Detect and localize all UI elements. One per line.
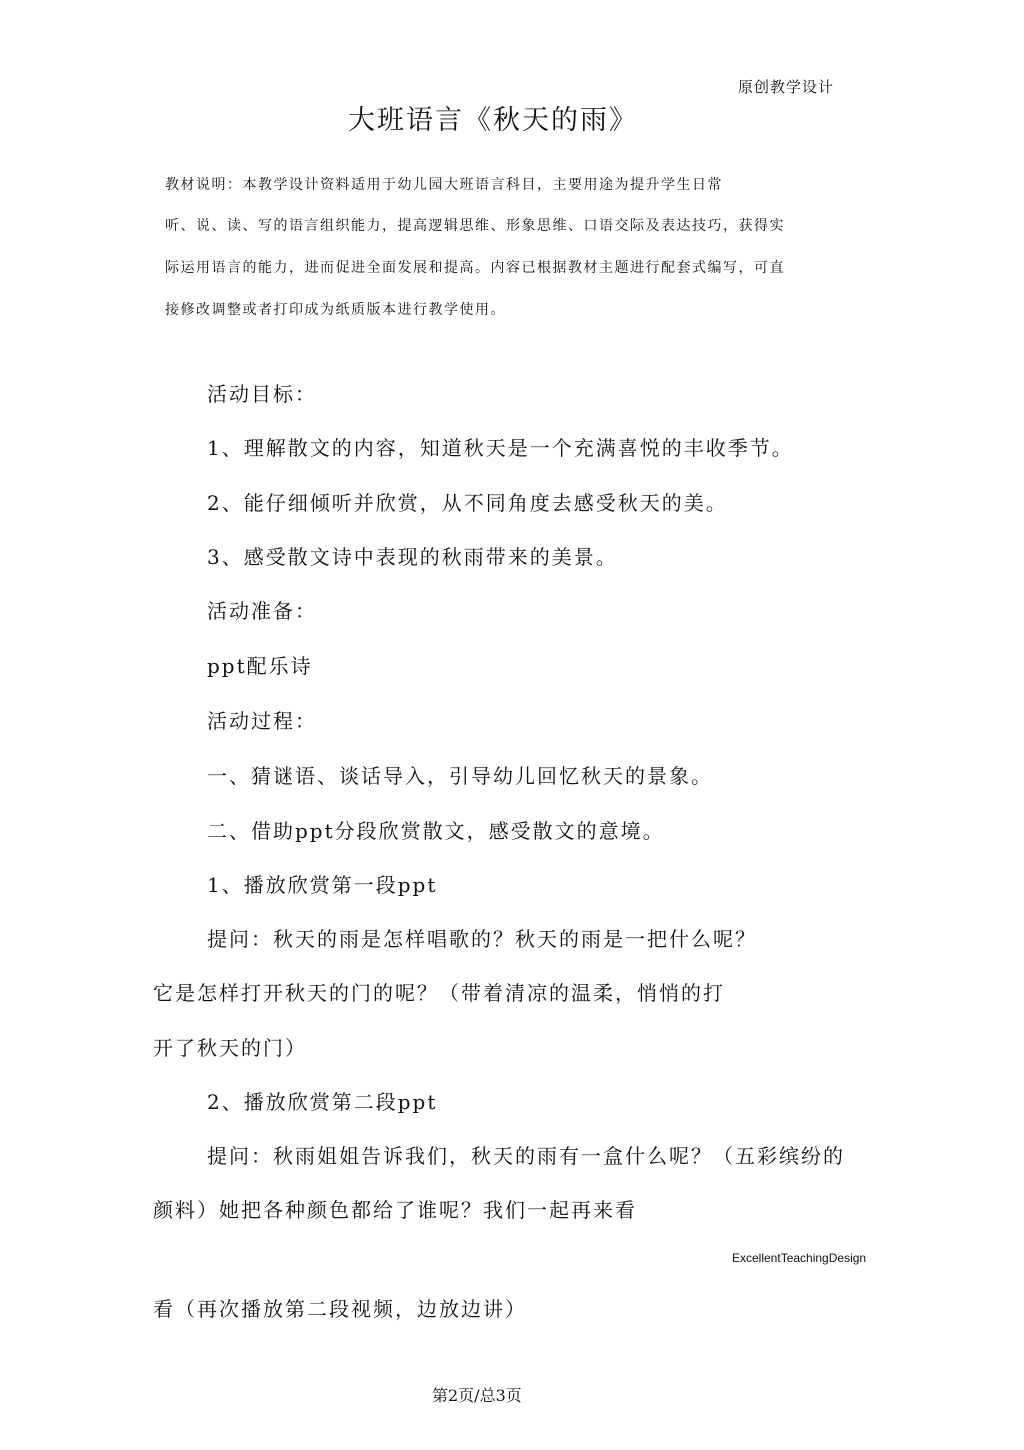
header-tag: 原创教学设计 [738,78,835,96]
paragraph-line: 一、猜谜语、谈话导入，引导幼儿回忆秋天的景象。 [207,764,713,788]
section-heading: 活动准备： [207,599,317,623]
paragraph-line: 2、播放欣赏第二段ppt [207,1090,438,1114]
page-title: 大班语言《秋天的雨》 [348,105,638,136]
paragraph-line: 颜料）她把各种颜色都给了谁呢？我们一起再来看 [153,1198,637,1222]
paragraph-line: 它是怎样打开秋天的门的呢？（带着清凉的温柔，悄悄的打 [153,981,725,1005]
paragraph-line: 提问：秋天的雨是怎样唱歌的？秋天的雨是一把什么呢？ [207,927,757,951]
footer-tag: ExcellentTeachingDesign [732,1251,867,1265]
page-number: 第2页/总3页 [432,1386,522,1405]
paragraph-line: 1、理解散文的内容，知道秋天是一个充满喜悦的丰收季节。 [207,436,794,460]
section-heading: 活动目标： [207,382,317,406]
paragraph-line: 看（再次播放第二段视频，边放边讲） [153,1297,527,1321]
intro-line: 际运用语言的能力，进而促进全面发展和提高。内容已根据教材主题进行配套式编写，可直 [165,260,785,276]
intro-line: 接修改调整或者打印成为纸质版本进行教学使用。 [165,302,506,318]
paragraph-line: ppt配乐诗 [207,654,313,678]
paragraph-line: 3、感受散文诗中表现的秋雨带来的美景。 [207,545,618,569]
paragraph-line: 开了秋天的门） [153,1036,307,1060]
intro-line: 听、说、读、写的语言组织能力，提高逻辑思维、形象思维、口语交际及表达技巧，获得实 [165,218,785,234]
paragraph-line: 2、能仔细倾听并欣赏，从不同角度去感受秋天的美。 [207,491,728,515]
intro-line: 教材说明：本教学设计资料适用于幼儿园大班语言科目，主要用途为提升学生日常 [165,177,723,193]
paragraph-line: 1、播放欣赏第一段ppt [207,873,438,897]
paragraph-line: 提问：秋雨姐姐告诉我们，秋天的雨有一盒什么呢？（五彩缤纷的 [207,1144,845,1168]
section-heading: 活动过程： [207,709,317,733]
paragraph-line: 二、借助ppt分段欣赏散文，感受散文的意境。 [207,819,665,843]
